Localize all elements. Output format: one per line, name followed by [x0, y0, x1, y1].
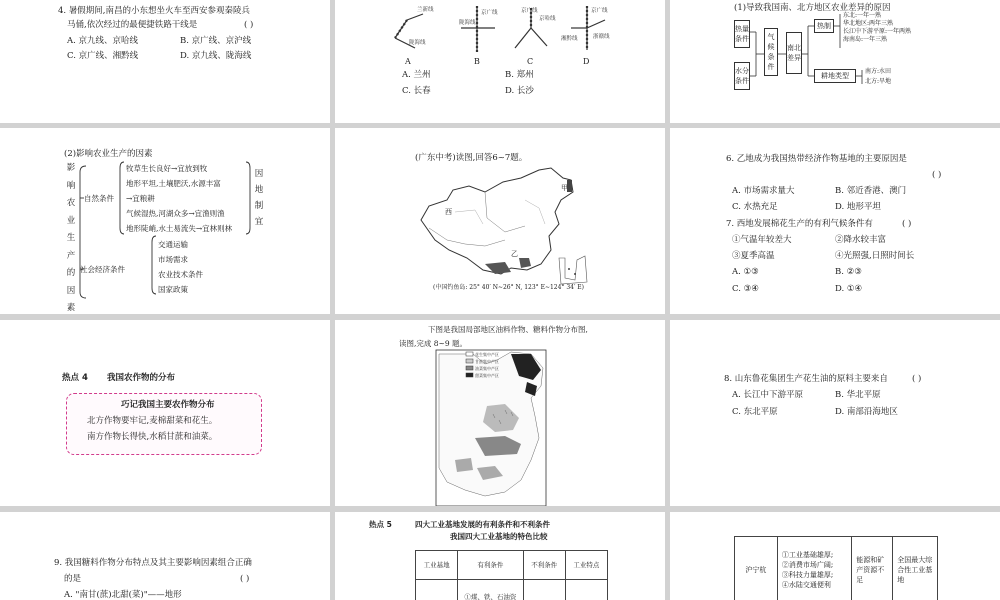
social-item: 市场需求 — [158, 255, 188, 264]
label-jia: 甲 — [561, 184, 568, 192]
disadvantage-cell: 能源和矿产资源不足 — [852, 537, 893, 600]
line-label: 京广线 — [521, 8, 538, 14]
advantage-item: ①工业基础雄厚; — [781, 550, 834, 559]
option-b[interactable]: B. 华北平原 — [835, 390, 881, 400]
memory-tip-line1: 北方作物要牢记,麦棉甜菜和花生。 — [87, 416, 218, 426]
map-letter-b: B — [474, 57, 480, 66]
advantages-cell — [777, 537, 851, 600]
q6-text: 6. 乙地成为我国热带经济作物基地的主要原因是 — [726, 154, 907, 164]
slide-hotspot-5 — [335, 512, 665, 600]
slide-question-4 — [0, 0, 330, 123]
label-xi: 西 — [445, 208, 452, 216]
advantage-item: ③科技力量雄厚; — [781, 571, 834, 579]
crop-distribution-map — [335, 320, 665, 506]
header-cell: 有利条件 — [458, 551, 524, 580]
slide-industrial-table-continued — [670, 512, 1000, 600]
climate-condition-box: 气候条件 — [764, 28, 778, 76]
north-south-difference-box: 南北差异 — [786, 32, 802, 74]
table-cell — [416, 580, 458, 600]
intro-line2: 读图,完成 8~9 题。 — [399, 339, 467, 348]
option-b[interactable]: B. 郑州 — [505, 70, 534, 80]
slide-china-map — [335, 128, 665, 314]
option-c[interactable]: C. 东北平原 — [732, 407, 778, 417]
section-title: (2)影响农业生产的因素 — [64, 149, 153, 159]
farmland-type-box: 耕地类型 — [814, 69, 856, 83]
q7-choice-3: ③夏季高温 — [732, 251, 775, 261]
q7-option-d[interactable]: D. ①④ — [835, 284, 863, 294]
option-c[interactable]: C. 京广线、湘黔线 — [67, 51, 139, 61]
q7-choice-4: ④光照强,日照时间长 — [835, 251, 915, 261]
q9-line1: 9. 我国糖料作物分布特点及其主要影响因素组合正确 — [54, 558, 252, 568]
line-label: 京广线 — [591, 8, 608, 14]
natural-item: 地形平坦,土壤肥沃,水源丰富 — [126, 179, 221, 188]
option-a[interactable]: A. 兰州 — [402, 70, 431, 80]
header-cell: 工业特点 — [565, 551, 607, 580]
q7-choice-2: ②降水较丰富 — [835, 235, 887, 245]
line-label: 陇海线 — [409, 40, 426, 46]
vertical-right-label: 因地制宜 — [254, 169, 264, 227]
natural-item: 气候湿热,河湖众多→宜渔则渔 — [126, 209, 225, 218]
q7-option-c[interactable]: C. ③④ — [732, 284, 759, 294]
q6-option-b[interactable]: B. 邻近香港、澳门 — [835, 186, 907, 196]
hotspot-heading: 我国农作物的分布 — [107, 373, 176, 383]
legend-rapeseed: 油菜集中产区 — [475, 366, 499, 371]
option-a[interactable]: A. "南甘(蔗)北甜(菜)"——地形 — [64, 590, 182, 600]
hotspot-number: 热点 4 — [62, 373, 88, 383]
social-item: 农业技术条件 — [158, 270, 203, 279]
answer-paren: ( ) — [244, 20, 254, 30]
line-label: 京哈线 — [539, 16, 556, 22]
map-caption: (中国钓鱼岛: 25° 40′ N~26° N, 123° E~124° 34′ E) — [433, 284, 584, 291]
q8-text: 8. 山东鲁花集团生产花生油的原料主要来自 — [724, 374, 888, 384]
advantage-item: ②消费市场广阔; — [781, 560, 834, 569]
hotspot-heading: 四大工业基地发展的有利条件和不利条件 — [415, 520, 550, 529]
q6-paren: ( ) — [932, 170, 942, 180]
q7-option-b[interactable]: B. ②③ — [835, 267, 862, 277]
line-label: 浙赣线 — [593, 34, 610, 40]
heat-system-box: 热制 — [814, 19, 834, 33]
option-d[interactable]: D. 南部沿海地区 — [835, 407, 898, 417]
header-cell: 工业基地 — [416, 551, 458, 580]
vertical-left-label: 影响农业生产的因素 — [66, 163, 76, 313]
option-c[interactable]: C. 长春 — [402, 86, 431, 96]
natural-item: 地形陡峭,水土易流失→宜林则林 — [126, 224, 233, 233]
slide-north-south-diagram — [670, 0, 1000, 123]
social-item: 交通运输 — [158, 240, 188, 249]
land-line: 南方:水田 — [865, 68, 892, 75]
heat-line: 华北地区:两年三熟 — [843, 20, 894, 27]
q6-option-d[interactable]: D. 地形平坦 — [835, 202, 881, 212]
advantage-item: ④水陆交通便利 — [781, 581, 831, 590]
line-label: 兰新线 — [417, 7, 434, 13]
memory-tip-line2: 南方作物长得快,水稻甘蔗和油菜。 — [87, 432, 218, 442]
q7-text: 7. 西地发展棉花生产的有利气候条件有 — [726, 219, 873, 229]
q9-paren: ( ) — [240, 574, 250, 584]
label-yi: 乙 — [511, 250, 518, 258]
social-economic-label: 社会经济条件 — [80, 265, 125, 274]
slide-crop-map — [335, 320, 665, 506]
option-d[interactable]: D. 长沙 — [505, 86, 534, 96]
slide-question-8 — [670, 320, 1000, 506]
line-label: 湘黔线 — [561, 36, 578, 42]
base-name-cell: 沪宁杭 — [735, 537, 778, 600]
q6-option-a[interactable]: A. 市场需求量大 — [732, 186, 795, 196]
map-letter-d: D — [583, 57, 590, 66]
slide-railway-junctions — [335, 0, 665, 123]
line-label: 京广线 — [481, 10, 498, 16]
hotspot-number: 热点 5 — [369, 520, 392, 529]
heat-line: 长江中下游平原:一年两熟 — [843, 28, 912, 35]
industrial-base-table — [415, 550, 608, 600]
slide-questions-6-7 — [670, 128, 1000, 314]
q4-line2: 马俑,依次经过的最便捷铁路干线是 — [67, 20, 198, 30]
social-item: 国家政策 — [158, 285, 188, 294]
q7-choice-1: ①气温年较差大 — [732, 235, 792, 245]
map-letter-a: A — [405, 57, 411, 66]
q6-option-c[interactable]: C. 水热充足 — [732, 202, 778, 212]
table-cell — [523, 580, 565, 600]
legend-sugarcane: 甘蔗集中产区 — [475, 359, 499, 364]
natural-item: →宜粮耕 — [126, 194, 155, 203]
table-cell — [565, 580, 607, 600]
question-intro: (广东中考)读图,回答6~7题。 — [415, 153, 528, 163]
railway-junction-diagrams — [335, 0, 665, 70]
table-row — [735, 537, 938, 600]
table-row — [416, 580, 608, 600]
q8-paren: ( ) — [912, 374, 922, 384]
feature-cell: 全国最大综合性工业基地 — [893, 537, 938, 600]
table-title: 我国四大工业基地的特色比较 — [450, 532, 548, 541]
legend-peanut: 花生集中产区 — [475, 352, 499, 357]
option-d[interactable]: D. 京九线、陇海线 — [180, 51, 252, 61]
natural-condition-label: 自然条件 — [84, 194, 114, 203]
table-header-row — [416, 551, 608, 580]
table-cell: ①煤、铁、石油资 — [458, 580, 524, 600]
industrial-base-table — [734, 536, 938, 600]
natural-item: 牧草生长良好→宜放到牧 — [126, 164, 208, 173]
q9-line2: 的是 — [64, 574, 82, 584]
intro-line1: 下图是我国局部地区油料作物、糖料作物分布图, — [428, 325, 588, 334]
heat-condition-box: 热量条件 — [734, 20, 750, 48]
heat-line: 东北:一年一熟 — [843, 12, 882, 19]
q4-line1: 4. 暑假期间,南昌的小东想坐火车至西安参观秦陵兵 — [58, 6, 251, 16]
slide-agriculture-factors — [0, 128, 330, 314]
heat-line: 海南岛:一年三熟 — [843, 36, 888, 43]
q7-option-a[interactable]: A. ①③ — [732, 267, 759, 277]
option-a[interactable]: A. 京九线、京哈线 — [67, 36, 139, 46]
option-b[interactable]: B. 京广线、京沪线 — [180, 36, 252, 46]
section-title: (1)导致我国南、北方地区农业差异的原因 — [734, 3, 891, 13]
slide-question-9 — [0, 512, 330, 600]
connector-lines — [670, 0, 1000, 123]
memory-tip-title: 巧记我国主要农作物分布 — [121, 400, 215, 410]
south-sea-inset — [559, 256, 587, 284]
option-a[interactable]: A. 长江中下游平原 — [732, 390, 804, 400]
q7-paren: ( ) — [902, 219, 912, 229]
land-line: 北方:旱地 — [865, 78, 892, 85]
header-cell: 不利条件 — [523, 551, 565, 580]
map-letter-c: C — [527, 57, 534, 66]
legend-sugarbeet: 甜菜集中产区 — [475, 373, 499, 378]
water-condition-box: 水分条件 — [734, 62, 750, 90]
slide-hotspot-4 — [0, 320, 330, 506]
line-label: 陇海线 — [459, 20, 476, 26]
